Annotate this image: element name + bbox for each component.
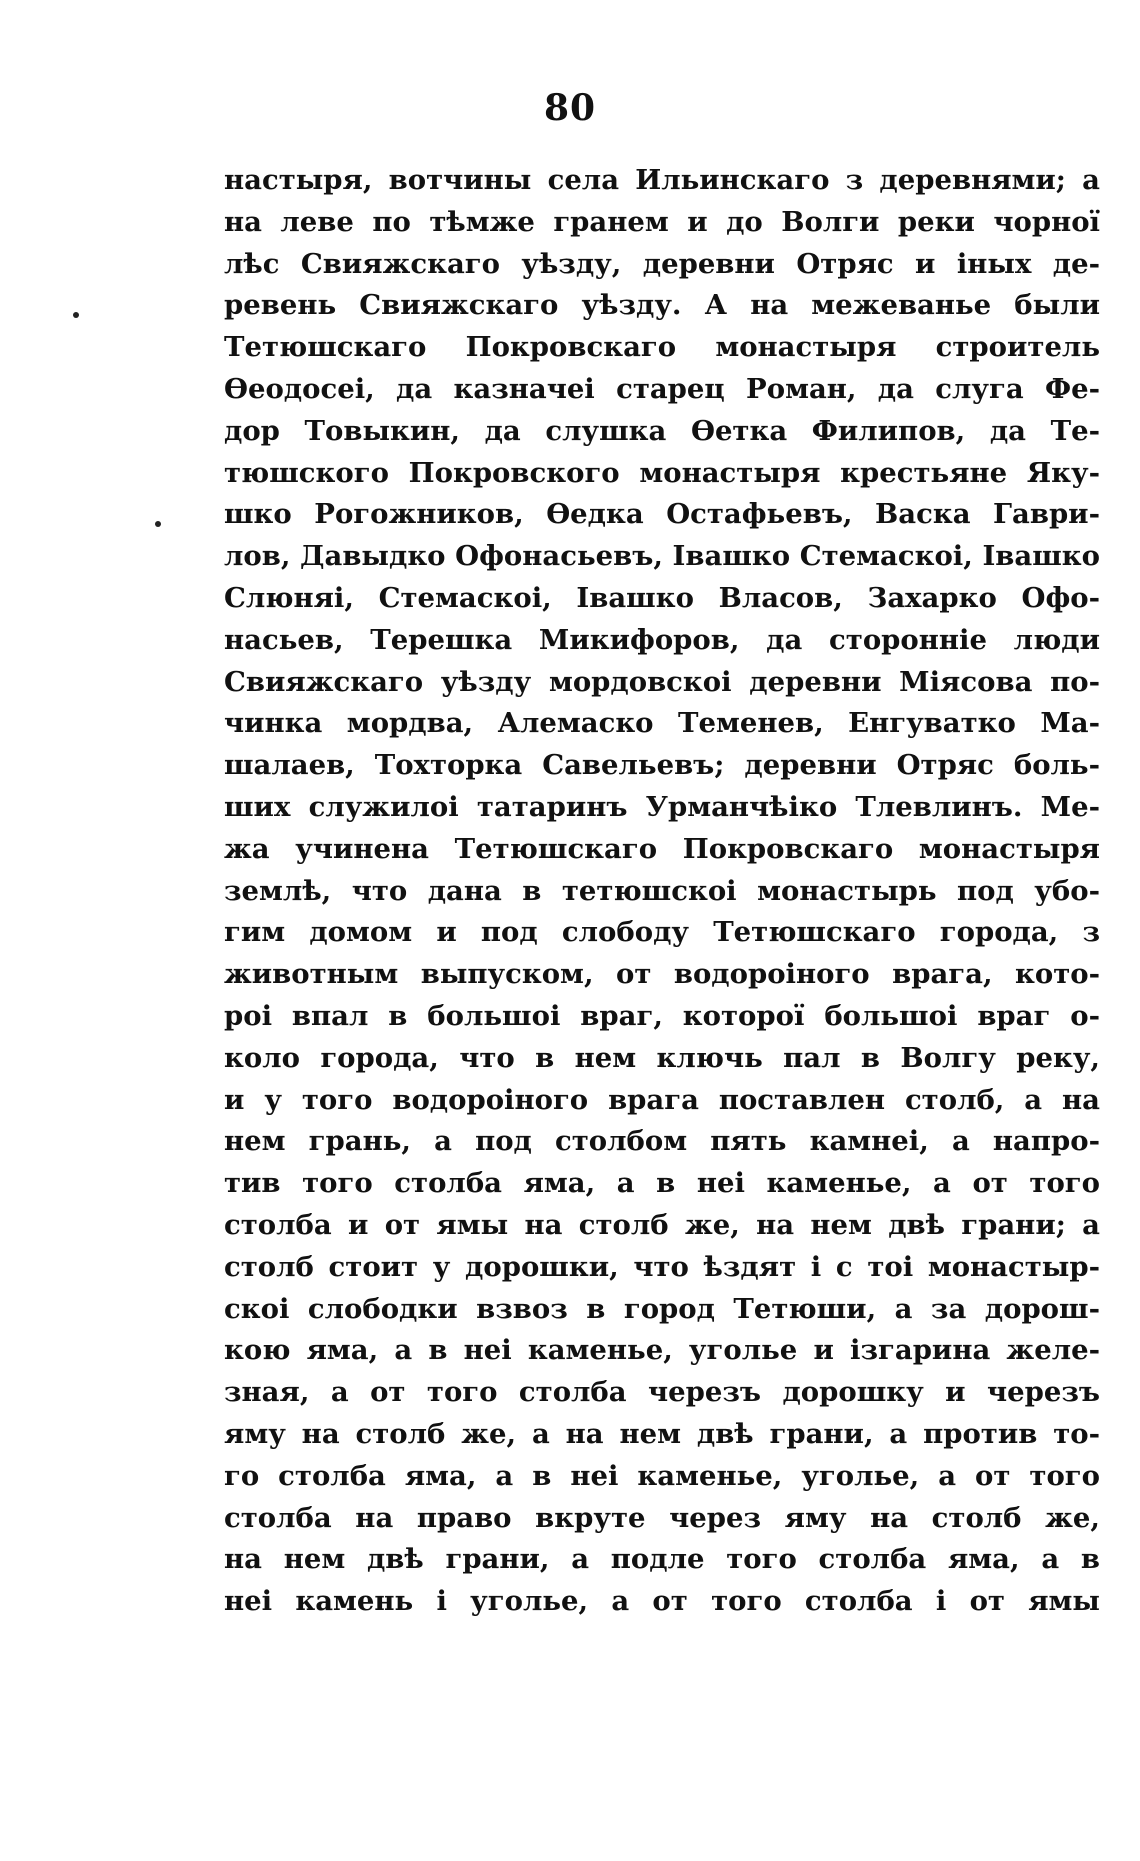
body-text	[224, 160, 1100, 1623]
text-line: на леве по тѣмже гранем и до Волги реки чорної	[224, 205, 1100, 238]
margin-dot	[73, 312, 79, 318]
text-line: роі впал в большоі враг, которої большоі враг о-	[224, 999, 1100, 1032]
text-line: лѣс Свияжскаго уѣзду, деревни Отряс и іных де-	[224, 247, 1100, 280]
text-line: столба на право вкруте через яму на столб же,	[224, 1501, 1100, 1534]
text-line: землѣ, что дана в тетюшскоі монастырь под убо-	[224, 874, 1100, 907]
text-line: кою яма, а в неі каменье, уголье и ізгарина желе-	[224, 1334, 1100, 1367]
text-line: коло города, что в нем ключь пал в Волгу реку,	[224, 1041, 1100, 1074]
text-line: тив того столба яма, а в неі каменье, а от того	[224, 1167, 1100, 1200]
text-line: жа учинена Тетюшскаго Покровскаго монастыря	[224, 832, 1100, 865]
text-line: Свияжскаго уѣзду мордовскоі деревни Міясова по-	[224, 665, 1100, 698]
text-line: Тетюшскаго Покровскаго монастыря строитель	[224, 331, 1100, 364]
text-line: тюшского Покровского монастыря крестьяне Яку-	[224, 456, 1100, 489]
text-line: ревень Свияжскаго уѣзду. А на межеванье были	[224, 289, 1100, 322]
text-line: и у того водороіного врага поставлен столб, а на	[224, 1083, 1100, 1116]
page-number: 80	[543, 87, 597, 129]
text-line: зная, а от того столба черезъ дорошку и черезъ	[224, 1376, 1100, 1409]
text-line: животным выпуском, от водороіного врага, кото-	[224, 958, 1100, 991]
text-line: чинка мордва, Алемаско Теменев, Енгуватко Ма-	[224, 707, 1100, 740]
text-line: столб стоит у дорошки, что ѣздят і с тоі монастыр-	[224, 1250, 1100, 1283]
text-line: яму на столб же, а на нем двѣ грани, а против то-	[224, 1417, 1100, 1450]
text-line: Ѳеодосеі, да казначеі старец Роман, да слуга Фе-	[224, 372, 1100, 405]
text-line: нем грань, а под столбом пять камнеі, а напро-	[224, 1125, 1100, 1158]
text-line: ших служилоі татаринъ Урманчѣіко Тлевлинъ. Ме-	[224, 790, 1100, 823]
text-line: скоі слободки взвоз в город Тетюши, а за дорош-	[224, 1292, 1100, 1325]
text-line: шко Рогожников, Ѳедка Остафьевъ, Васка Гаври-	[224, 498, 1100, 531]
text-line: лов, Давыдко Офонасьевъ, Івашко Стемаскоі, Івашко	[224, 540, 1100, 573]
text-line: насьев, Терешка Микифоров, да сторонніе люди	[224, 623, 1100, 656]
text-line: неі камень і уголье, а от того столба і от ямы	[224, 1585, 1100, 1618]
text-line: гим домом и под слободу Тетюшскаго города, з	[224, 916, 1100, 949]
margin-dot	[155, 521, 161, 527]
text-line: шалаев, Тохторка Савельевъ; деревни Отряс боль-	[224, 749, 1100, 782]
text-line: го столба яма, а в неі каменье, уголье, а от того	[224, 1459, 1100, 1492]
text-line: Слюняі, Стемаскоі, Івашко Власов, Захарко Офо-	[224, 581, 1100, 614]
text-line: дор Товыкин, да слушка Ѳетка Филипов, да Те-	[224, 414, 1100, 447]
text-line: столба и от ямы на столб же, на нем двѣ грани; а	[224, 1208, 1100, 1241]
text-line: настыря, вотчины села Ильинскаго з деревнями; а	[224, 164, 1100, 196]
text-line: на нем двѣ грани, а подле того столба яма, а в	[224, 1543, 1100, 1576]
